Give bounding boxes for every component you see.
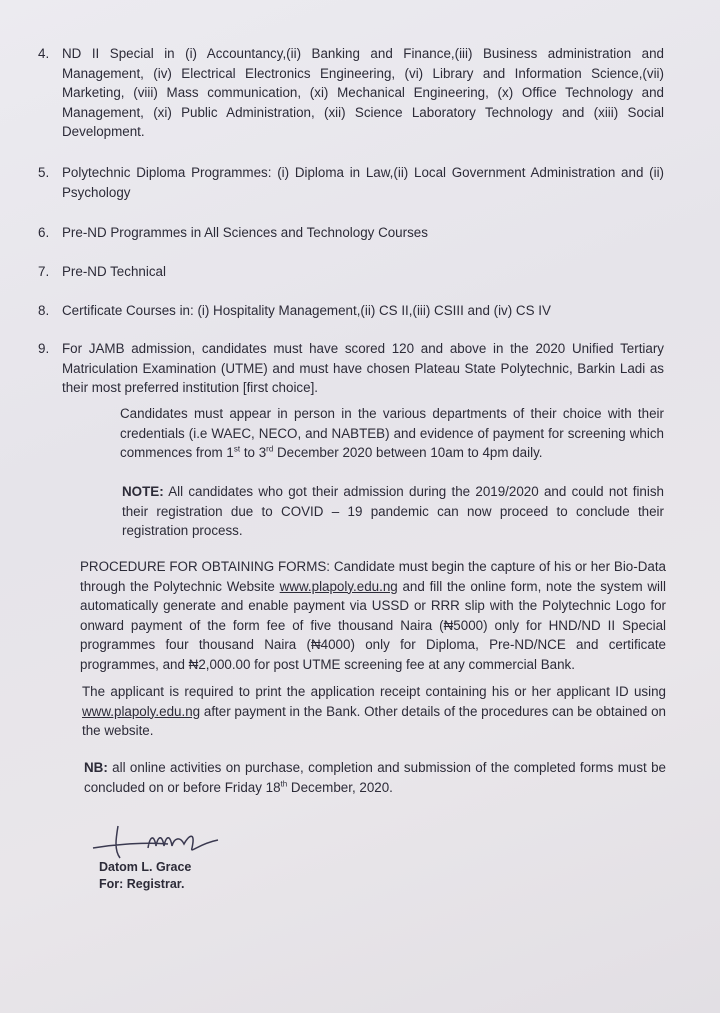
text: PROCEDURE FOR OBTAINING FORMS: Candidate must begin the capture of his or her Bio-Data through the Polytechnic Website	[80, 559, 666, 594]
note-paragraph	[122, 482, 664, 541]
text: December 2020 between 10am to 4pm daily.	[273, 445, 543, 460]
text: December, 2020.	[287, 779, 393, 795]
text: after payment in the Bank. Other details of the procedures can be obtained on the website.	[82, 703, 666, 738]
note-label: NOTE:	[122, 484, 164, 499]
procedure-paragraph	[80, 557, 666, 674]
item-number: 9.	[38, 341, 50, 356]
list-item-8	[38, 301, 664, 321]
list-item-5	[38, 163, 664, 202]
item-number: 4.	[38, 46, 50, 61]
superscript: st	[233, 444, 241, 454]
item-text: Pre-ND Technical	[62, 264, 166, 279]
nb-paragraph	[84, 758, 666, 797]
item-text: Certificate Courses in: (i) Hospitality Management,(ii) CS II,(iii) CSIII and (iv) CS IV	[62, 303, 551, 318]
appearance-paragraph	[120, 404, 664, 463]
item-text: Polytechnic Diploma Programmes: (i) Diploma in Law,(ii) Local Government Administration and (ii) Psychology	[62, 165, 664, 200]
text: Candidates must appear in person in the various departments of their choice with their credentials (i.e WAEC, NECO, and NABTEB) and evidence of payment for screening which commences from 1	[120, 406, 664, 460]
website-link[interactable]: www.plapoly.edu.ng	[82, 703, 201, 719]
applicant-paragraph	[82, 682, 666, 741]
item-number: 7.	[38, 264, 50, 279]
nb-label: NB:	[84, 760, 108, 775]
text: All candidates who got their admission during the 2019/2020 and could not finish their registration due to COVID – 19 pandemic can now proceed to conclude their registration process.	[122, 484, 664, 538]
signatory-role: For: Registrar.	[99, 877, 185, 891]
superscript: th	[280, 779, 288, 789]
signatory-name: Datom L. Grace	[99, 860, 192, 874]
item-text: For JAMB admission, candidates must have scored 120 and above in the 2020 Unified Tertiary Matriculation Examination (UTME) and must have chosen Plateau State Polytechnic, Barkin Ladi as their most preferred institution [first choice].	[62, 341, 664, 395]
item-number: 6.	[38, 225, 50, 240]
text: The applicant is required to print the application receipt containing his or her applicant ID using	[82, 684, 666, 699]
text: all online activities on purchase, completion and submission of the completed forms must be concluded on or before Friday 18	[84, 760, 666, 795]
item-number: 8.	[38, 303, 50, 318]
item-text: Pre-ND Programmes in All Sciences and Technology Courses	[62, 225, 428, 240]
superscript: rd	[266, 444, 274, 454]
list-item-6	[38, 223, 664, 243]
text: to 3	[240, 445, 267, 460]
item-number: 5.	[38, 165, 50, 180]
list-item-7	[38, 262, 664, 282]
list-item-9	[38, 339, 664, 398]
item-text: ND II Special in (i) Accountancy,(ii) Banking and Finance,(iii) Business administration and Management, (iv) Electrical Electronics Engineering, (vi) Library and Information Science,(vii) Marketing, (viii) Mass communication, (xi) Mechanical Engineering, (x) Office Technology and Management, (xi) Public Administration, (xii) Science Laboratory Technology and (xiii) Social Development.	[62, 46, 664, 139]
list-item-4	[38, 44, 664, 142]
website-link[interactable]: www.plapoly.edu.ng	[279, 578, 398, 594]
text: and fill the online form, note the system will automatically generate and enable payment via USSD or RRR slip with the Polytechnic Logo for onward payment of the form fee of five thousand Naira (₦5000) only for HND/ND II Special programmes four thousand Naira (₦4000) only for Diploma, Pre-ND/NCE and certificate programmes, and ₦2,000.00 for post UTME screening fee at any commercial Bank.	[80, 578, 666, 672]
